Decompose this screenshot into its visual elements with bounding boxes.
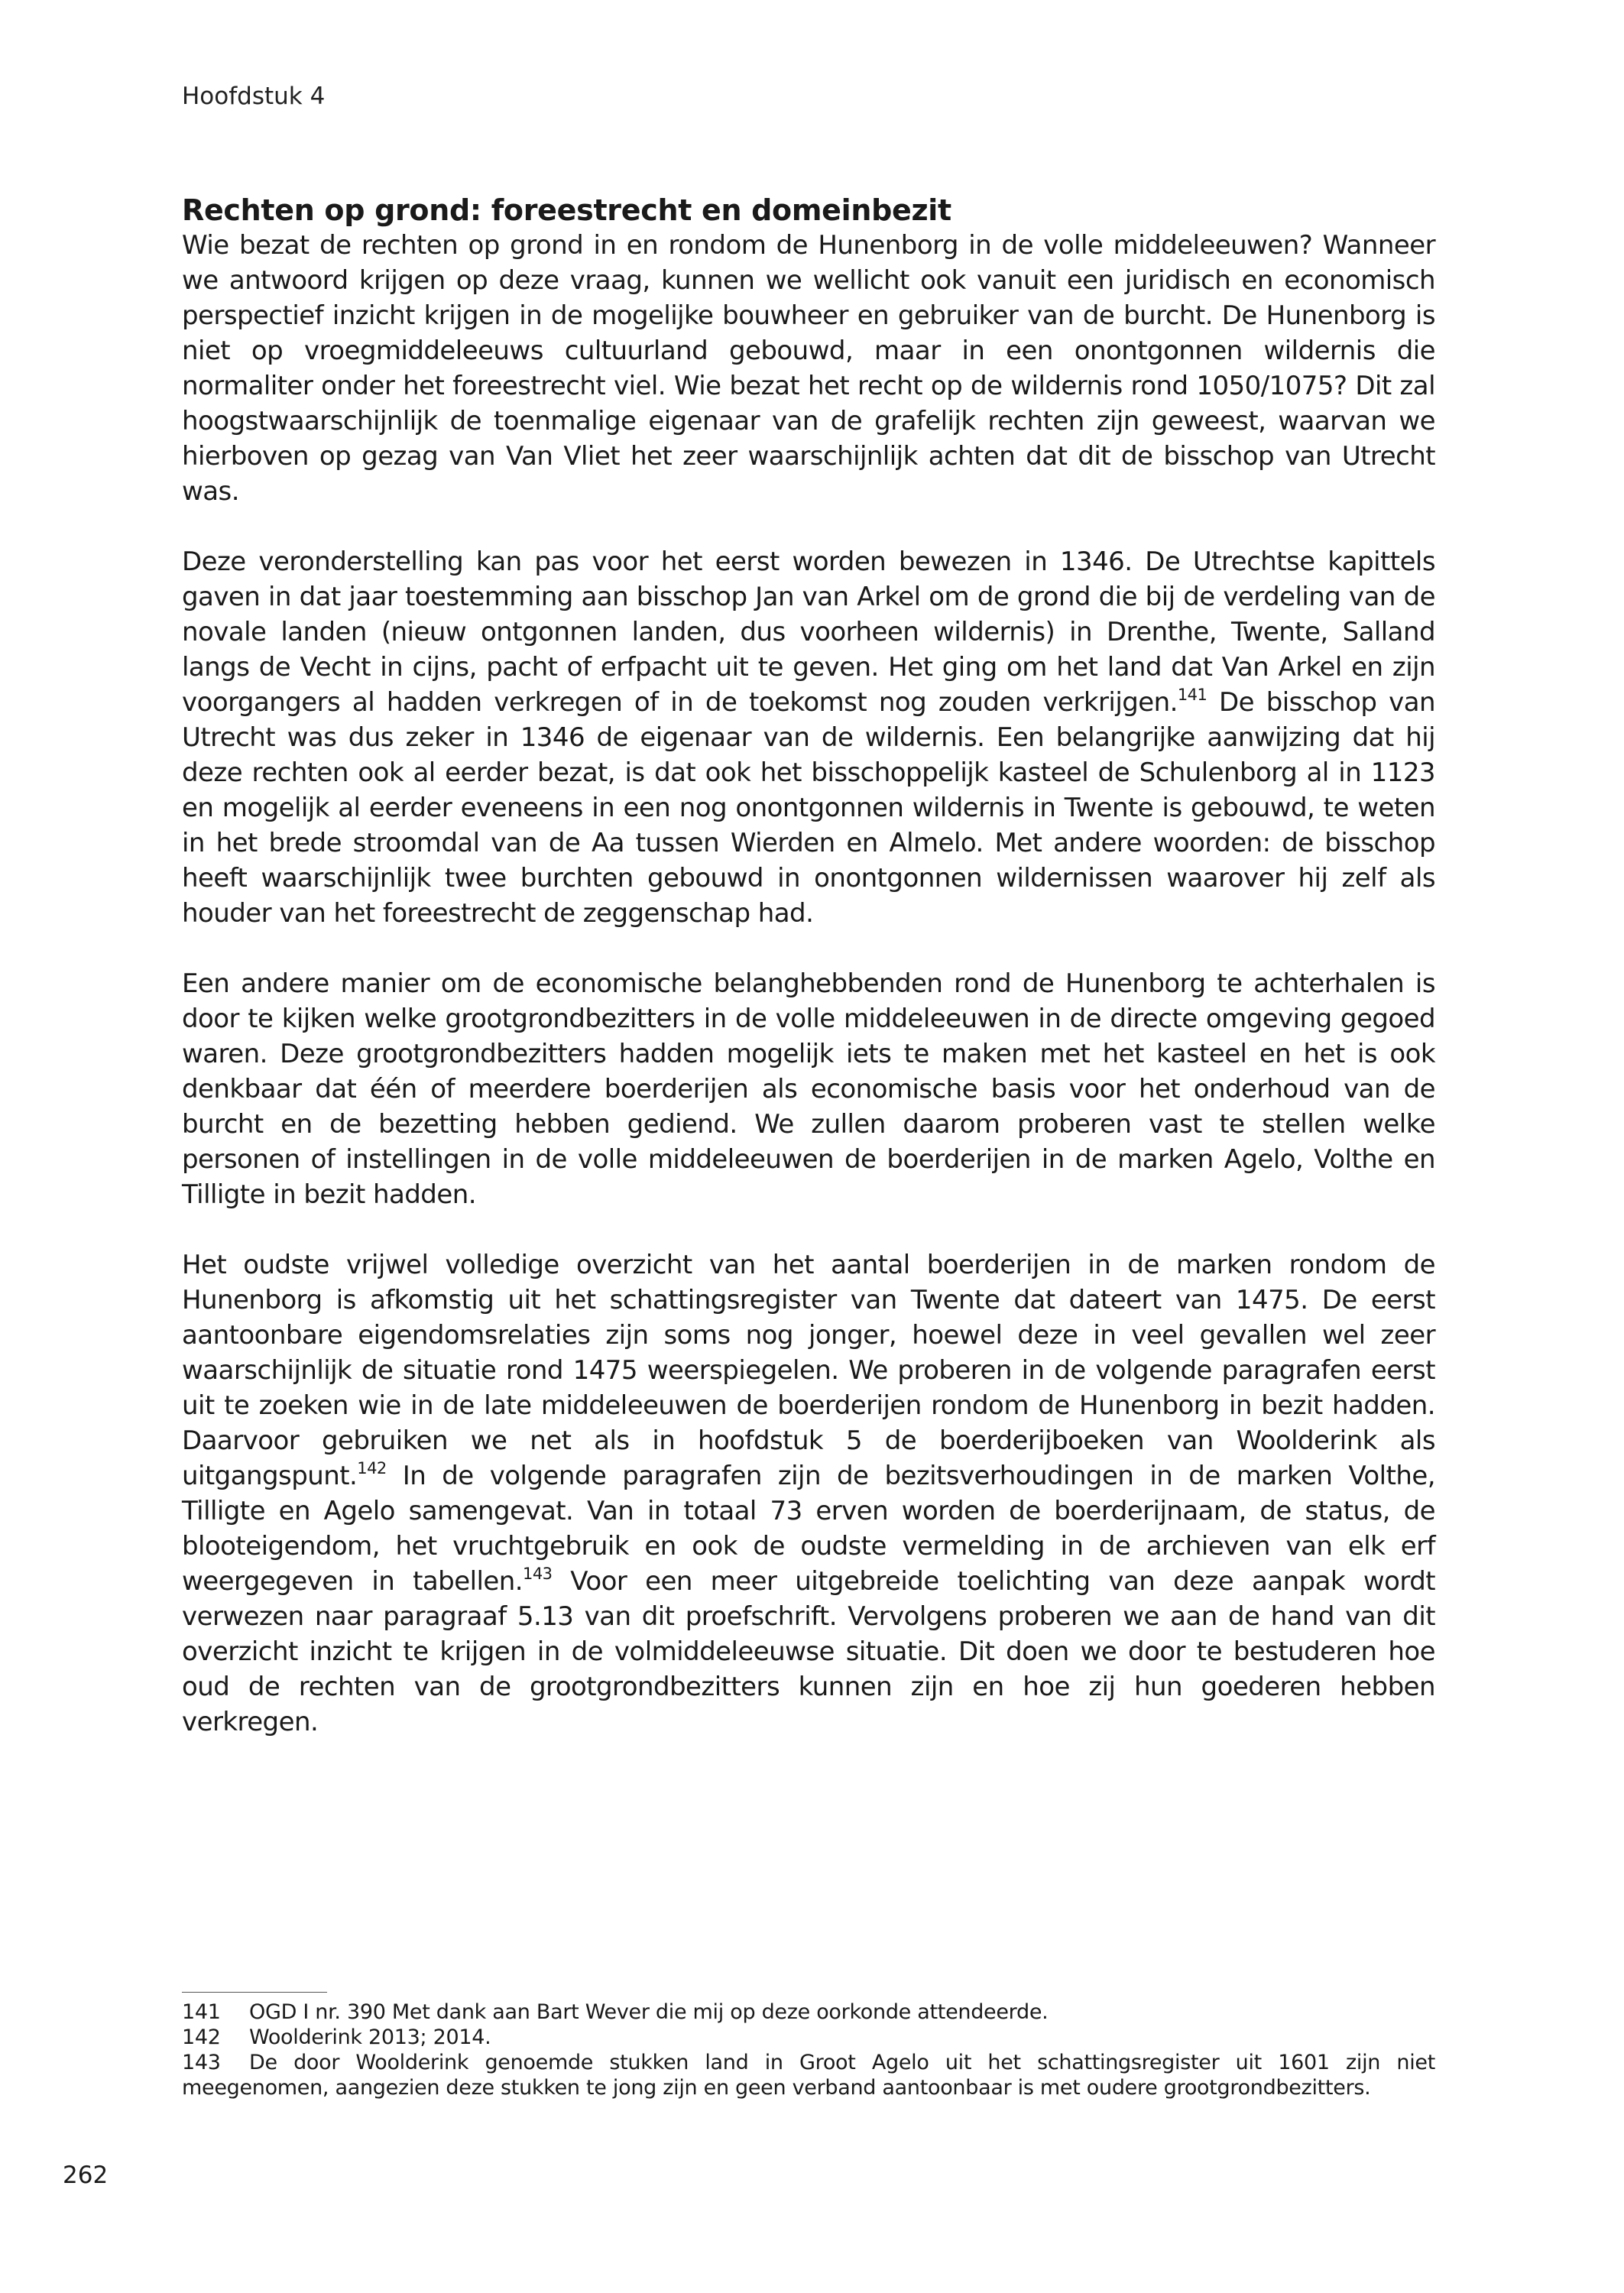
section-heading: Rechten op grond: foreestrecht en domeinbezit <box>182 193 951 227</box>
footnote-ref-141[interactable]: 141 <box>1177 685 1207 704</box>
footnote-142 <box>182 2025 1435 2050</box>
main-content <box>182 193 1435 1775</box>
paragraph-4 <box>182 1247 1435 1740</box>
footnote-text: Woolderink 2013; 2014. <box>249 2025 491 2049</box>
page-number: 262 <box>63 2162 109 2189</box>
footnote-number: 143 <box>182 2051 221 2074</box>
footnote-text: De door Woolderink genoemde stukken land in Groot Agelo uit het schattingsregister uit 1601 zijn niet meegenomen, aangezien deze stukken te jong zijn en geen verband aantoonbaar is met oudere grootgrondbezitters. <box>182 2051 1435 2100</box>
footnote-ref-142[interactable]: 142 <box>357 1458 387 1477</box>
paragraph-2-part-b: De bisschop van Utrecht was dus zeker in 1346 de eigenaar van de wildernis. Een belangrijke aanwijzing dat hij deze rechten ook al eerder bezat, is dat ook het bisschoppelijk kasteel de Schulenborg al in 1123 en mogelijk al eerder eveneens in een nog onontgonnen wildernis in Twente is gebouwd, te weten in het brede stroomdal van de Aa tussen Wierden en Almelo. Met andere woorden: de bisschop heeft waarschijnlijk twee burchten gebouwd in onontgonnen wildernissen waarover hij zelf als houder van het foreestrecht de zeggenschap had. <box>182 687 1435 929</box>
footnote-divider <box>182 1992 327 1993</box>
running-head: Hoofdstuk 4 <box>182 83 326 110</box>
footnote-number: 142 <box>182 2025 221 2049</box>
footnote-141 <box>182 1999 1435 2025</box>
footnote-number: 141 <box>182 2000 221 2024</box>
footnote-ref-143[interactable]: 143 <box>523 1564 553 1583</box>
paragraph-2-part-a: Deze veronderstelling kan pas voor het eerst worden bewezen in 1346. De Utrechtse kapittels gaven in dat jaar toestemming aan bisschop Jan van Arkel om de grond die bij de verdeling van de novale landen (nieuw ontgonnen landen, dus voorheen wildernis) in Drenthe, Twente, Salland langs de Vecht in cijns, pacht of erfpacht uit te geven. Het ging om het land dat Van Arkel en zijn voorgangers al hadden verkregen of in de toekomst nog zouden verkrijgen. <box>182 546 1435 718</box>
paragraph-2 <box>182 544 1435 931</box>
paragraph-4-part-a: Het oudste vrijwel volledige overzicht van het aantal boerderijen in de marken rondom de Hunenborg is afkomstig uit het schattingsregister van Twente dat dateert van 1475. De eerst aantoonbare eigendomsrelaties zijn soms nog jonger, hoewel deze in veel gevallen wel zeer waarschijnlijk de situatie rond 1475 weerspiegelen. We proberen in de volgende paragrafen eerst uit te zoeken wie in de late middeleeuwen de boerderijen rondom de Hunenborg in bezit hadden. Daarvoor gebruiken we net als in hoofdstuk 5 de boerderijboeken van Woolderink als uitgangspunt. <box>182 1250 1435 1491</box>
footnotes <box>182 1999 1435 2100</box>
paragraph-4-part-b: In de volgende paragrafen zijn de bezitsverhoudingen in de marken Volthe, Tilligte en Agelo samengevat. Van in totaal 73 erven worden de boerderijnaam, de status, de blooteigendom, het vruchtgebruik en ook de oudste vermelding in de archieven van elk erf weergegeven in tabellen. <box>182 1461 1435 1597</box>
paragraph-1: Wie bezat de rechten op grond in en rondom de Hunenborg in de volle middeleeuwen? Wanneer we antwoord krijgen op deze vraag, kunnen we wellicht ook vanuit een juridisch en economisch perspectief inzicht krijgen in de mogelijke bouwheer en gebruiker van de burcht. De Hunenborg is niet op vroegmiddeleeuws cultuurland gebouwd, maar in een onontgonnen wildernis die normaliter onder het foreestrecht viel. Wie bezat het recht op de wildernis rond 1050/1075? Dit zal hoogstwaarschijnlijk de toenmalige eigenaar van de grafelijk rechten zijn geweest, waarvan we hierboven op gezag van Van Vliet het zeer waarschijnlijk achten dat dit de bisschop van Utrecht was. <box>182 230 1435 507</box>
footnote-text: OGD I nr. 390 Met dank aan Bart Wever die mij op deze oorkonde attendeerde. <box>249 2000 1049 2024</box>
paragraph-4-part-c: Voor een meer uitgebreide toelichting van deze aanpak wordt verwezen naar paragraaf 5.13 van dit proefschrift. Vervolgens proberen we aan de hand van dit overzicht inzicht te krijgen in de volmiddeleeuwse situatie. Dit doen we door te bestuderen hoe oud de rechten van de grootgrondbezitters kunnen zijn en hoe zij hun goederen hebben verkregen. <box>182 1566 1436 1737</box>
paragraph-3: Een andere manier om de economische belanghebbenden rond de Hunenborg te achterhalen is door te kijken welke grootgrondbezitters in de volle middeleeuwen in de directe omgeving gegoed waren. Deze grootgrondbezitters hadden mogelijk iets te maken met het kasteel en het is ook denkbaar dat één of meerdere boerderijen als economische basis voor het onderhoud van de burcht en de bezetting hebben gediend. We zullen daarom proberen vast te stellen welke personen of instellingen in de volle middeleeuwen de boerderijen in de marken Agelo, Volthe en Tilligte in bezit hadden. <box>182 968 1435 1210</box>
footnote-143 <box>182 2050 1435 2100</box>
